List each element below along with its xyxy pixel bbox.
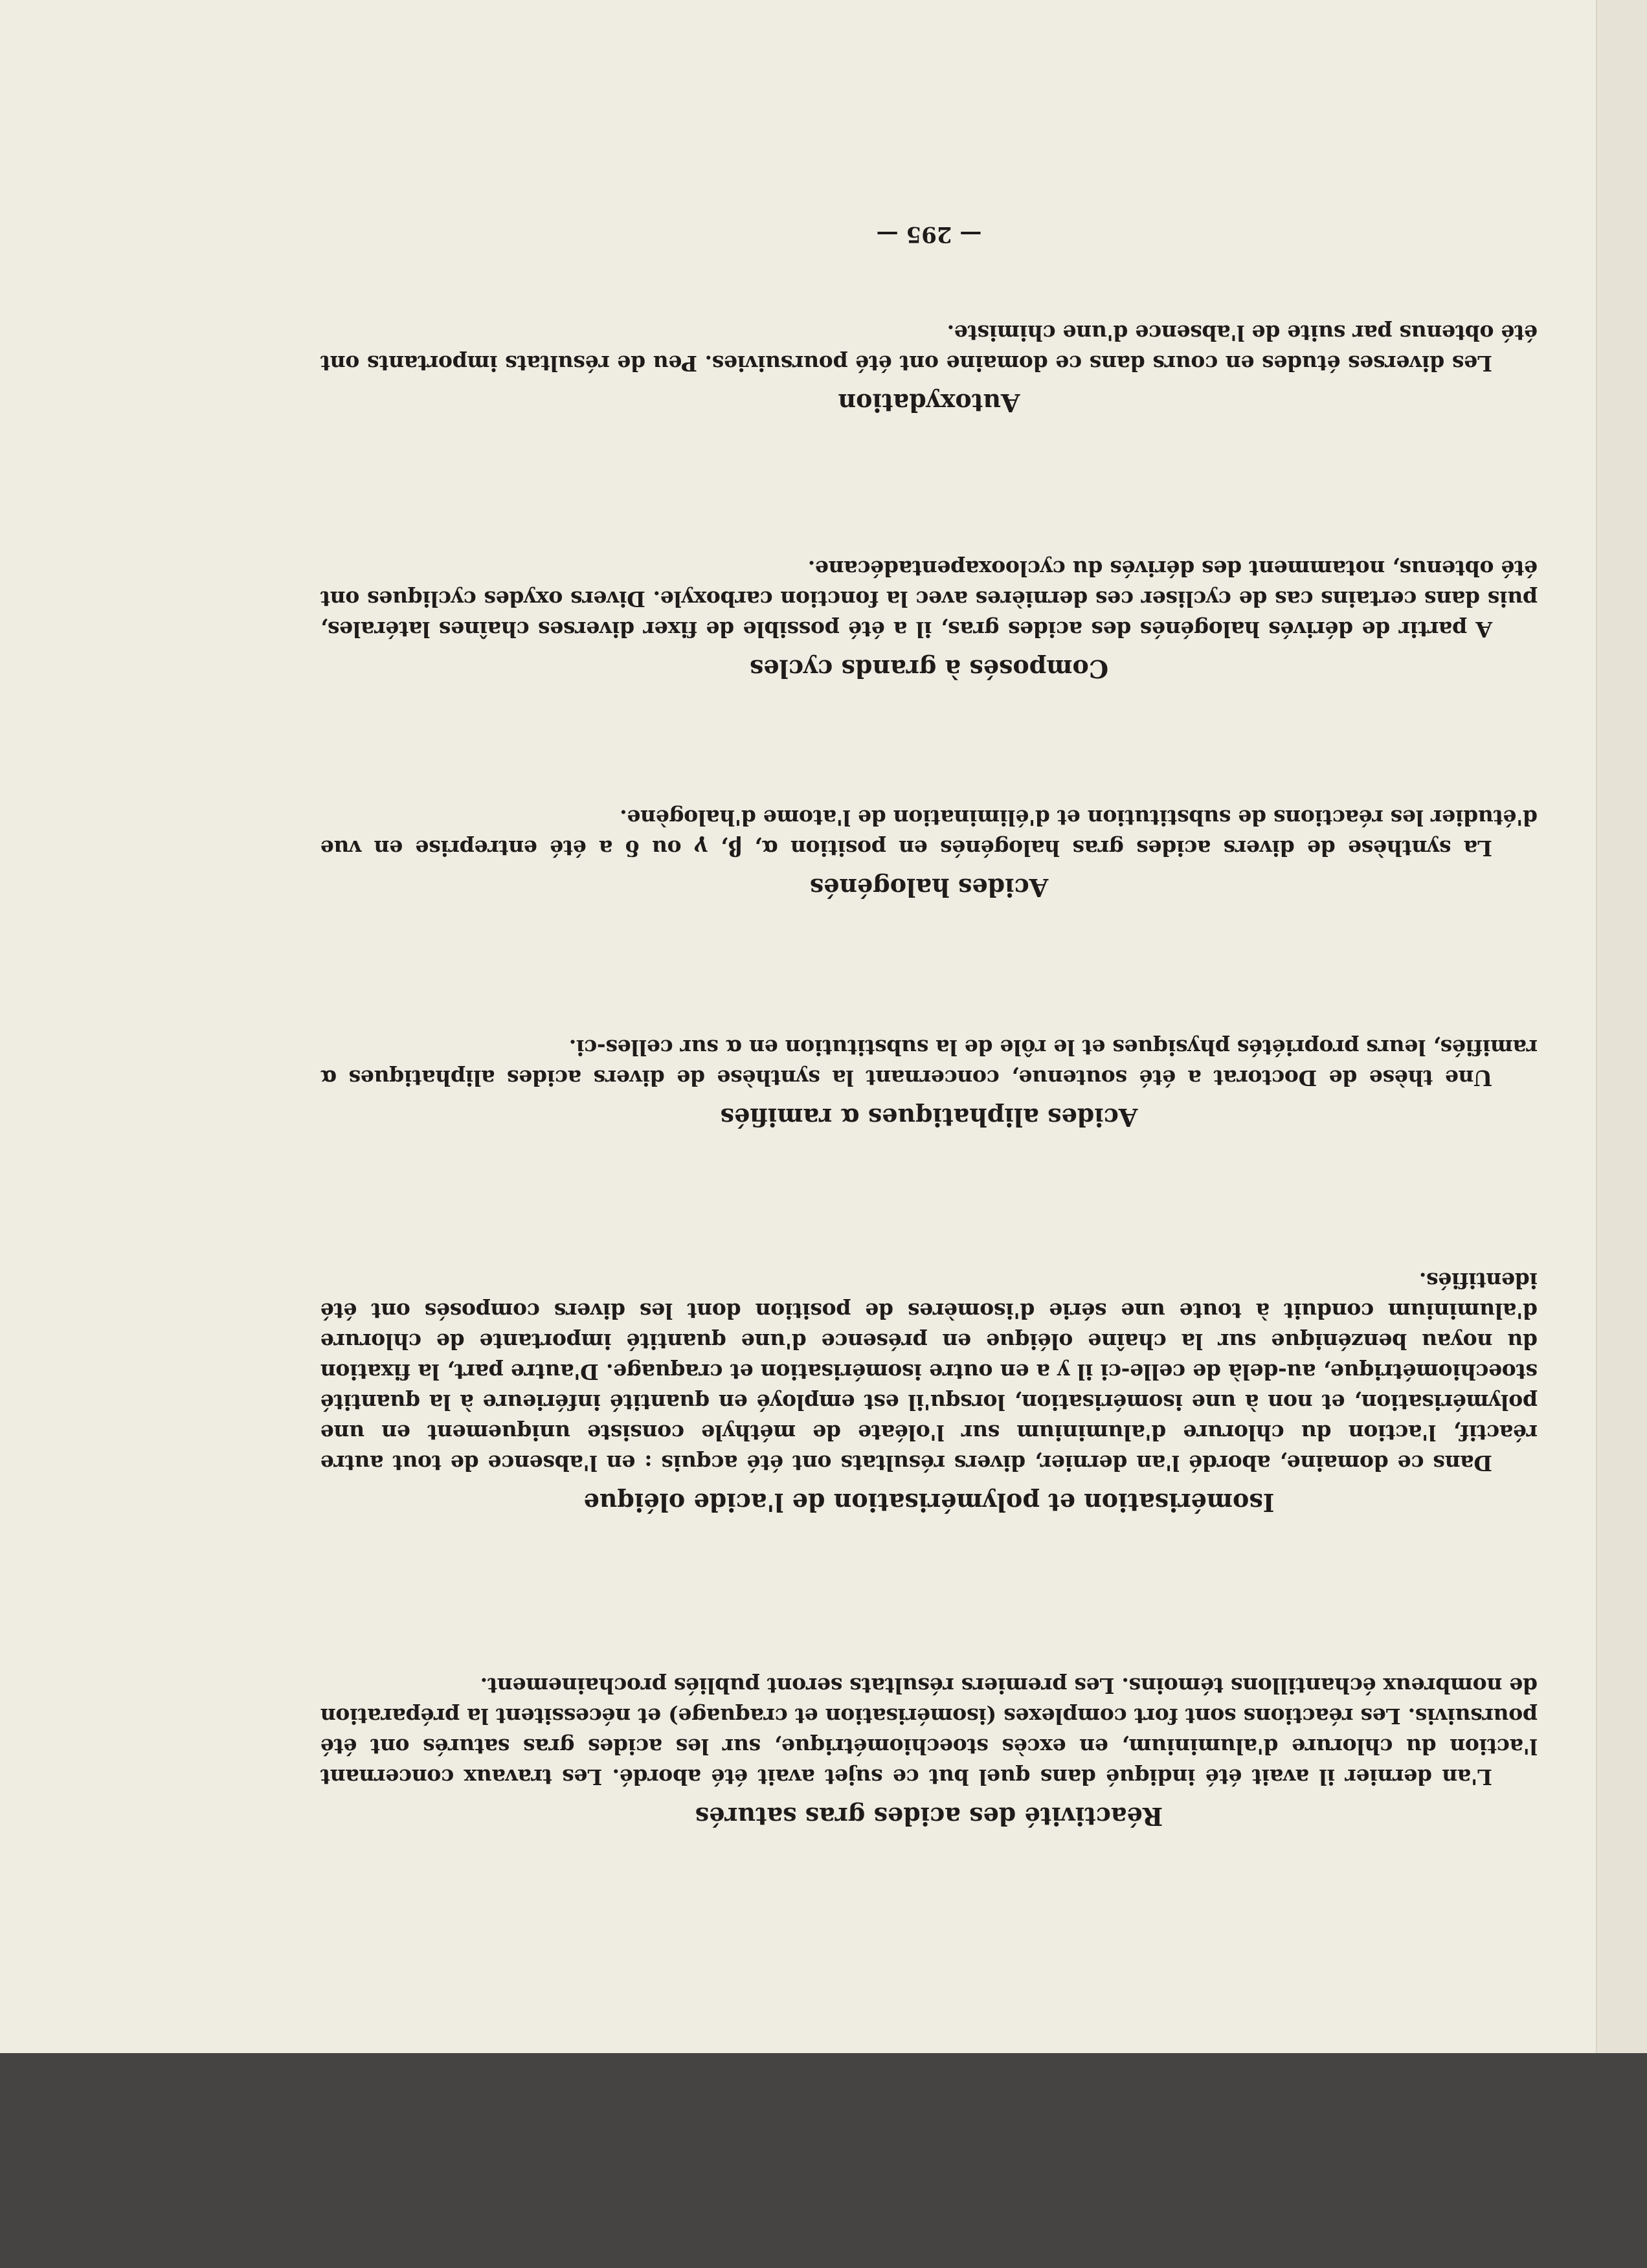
section-paragraph: Les diverses études en cours dans ce domaine ont été poursuivies. Peu de résultats importants ont été obtenus par suite de l'absence d'une chimiste. bbox=[320, 320, 1538, 376]
section-heading: Réactivité des acides gras saturés bbox=[695, 1802, 1163, 1831]
section-autoxydation bbox=[320, 318, 1538, 418]
section-isomerisation bbox=[320, 1265, 1538, 1518]
section-paragraph: La synthèse de divers acides gras halogénés en position α, β, γ ou δ a été entreprise en vue d'étudier les réactions de substitution et d'élimination de l'atome d'halogène. bbox=[320, 805, 1538, 861]
section-acides-aliphatiques bbox=[320, 1032, 1538, 1133]
page-number: — 295 — bbox=[876, 221, 982, 247]
section-heading: Acides aliphatiques α ramifiés bbox=[720, 1103, 1138, 1132]
section-heading: Acides halogénés bbox=[809, 873, 1049, 902]
section-heading: Autoxydation bbox=[838, 388, 1020, 417]
scanner-background bbox=[0, 2053, 1647, 2268]
section-paragraph: Une thèse de Doctorat a été soutenue, concernant la synthèse de divers acides aliphatiques α ramifiés, leurs propriétés physiques et le rôle de la substitution en α sur celles-ci. bbox=[320, 1035, 1538, 1091]
section-heading: Composés à grands cycles bbox=[749, 654, 1109, 684]
section-heading: Isomérisation et polymérisation de l'acide oléique bbox=[583, 1488, 1275, 1517]
section-paragraph: L'an dernier il avait été indiqué dans quel but ce sujet avait été abordé. Les travaux concernant l'action du chlorure d'aluminium, en excès stoechiométrique, sur les acides gras saturés ont été poursuivis. Les réactions sont fort complexes (isomérisation et craquage) et nécessitent la préparation de nombreux échantillons témoins. Les premiers résultats seront publiés prochainement. bbox=[320, 1673, 1538, 1790]
section-grands-cycles bbox=[320, 553, 1538, 684]
section-acides-halogenes bbox=[320, 803, 1538, 903]
section-paragraph: Dans ce domaine, abordé l'an dernier, divers résultats ont été acquis : en l'absence de tout autre réactif, l'action du chlorure d'aluminium sur l'oléate de méthyle consiste uniquement en une polymérisation, et non à une isomérisation, lorsqu'il est employé en quantité inférieure à la quantité stoechiométrique, au-delà de celle-ci il y a en outre isomérisation et craquage. D'autre part, la fixation du noyau benzénique sur la chaîne oléique en présence d'une quantité importante de chlorure d'aluminium conduit à toute une série d'isomères de position dont les divers composés ont été identifiés. bbox=[320, 1268, 1538, 1476]
section-reactivite bbox=[320, 1671, 1538, 1832]
section-paragraph: A partir de dérivés halogénés des acides gras, il a été possible de fixer diverses chaînes latérales, puis dans certains cas de cycliser ces dernières avec la fonction carboxyle. Divers oxydes cycliques ont été obtenus, notamment des dérivés du cyclooxapentadécane. bbox=[320, 556, 1538, 642]
